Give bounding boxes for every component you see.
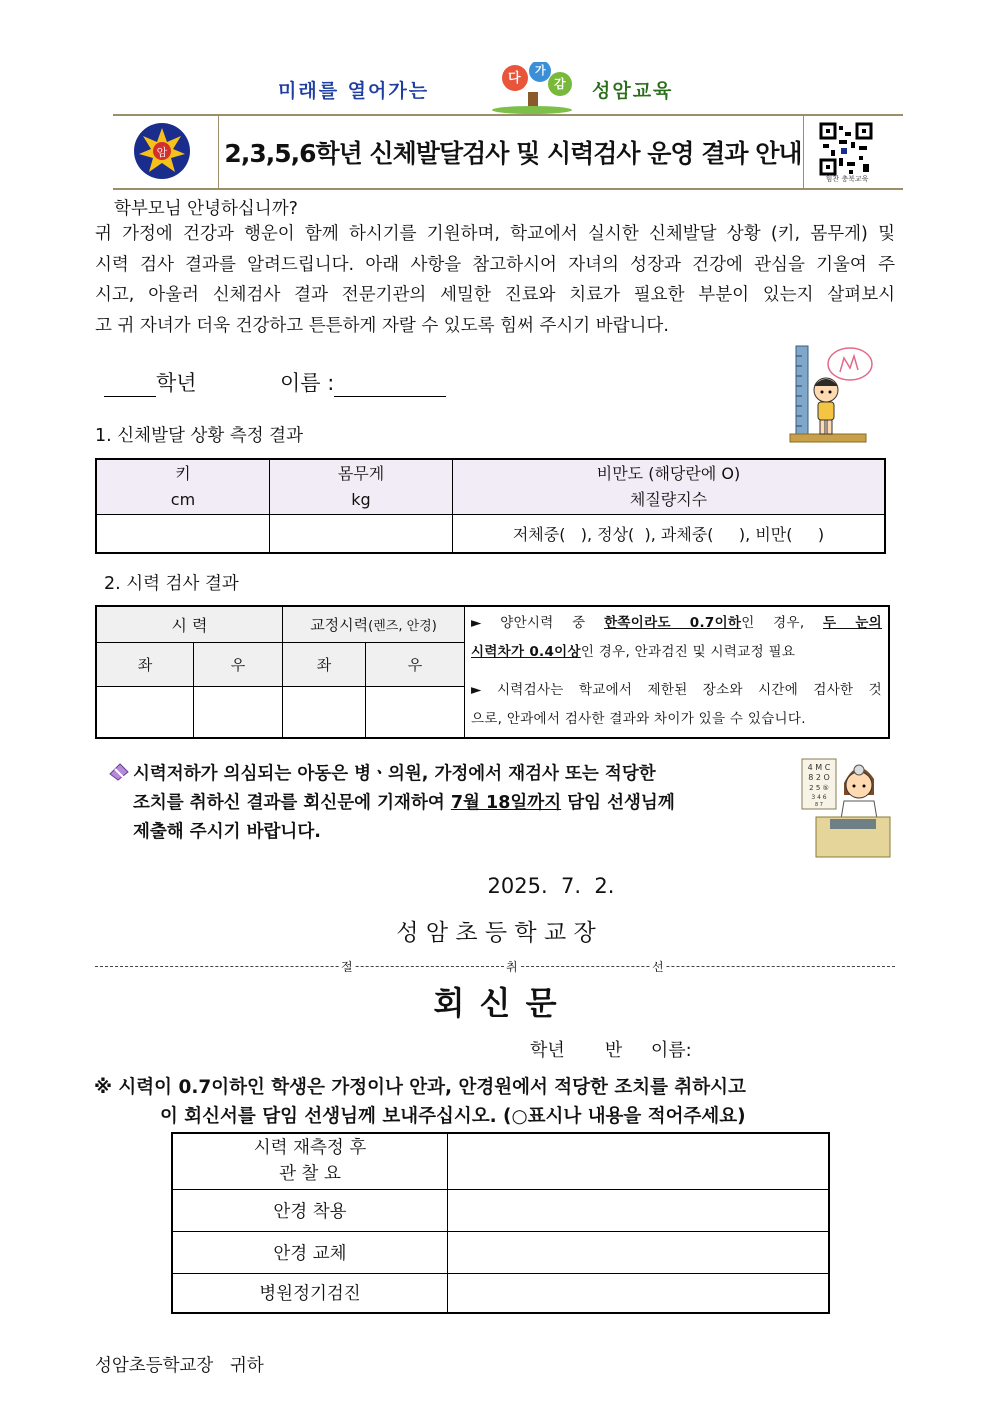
corrected-right-header: 우 <box>366 642 465 686</box>
reply-row-glasses-change-cell[interactable] <box>448 1231 830 1273</box>
cut-label-2: 취 <box>506 960 518 974</box>
eye-chart-row: 4 M C <box>807 763 831 772</box>
vision-note-line1: ► 양안시력 중 한쪽이라도 0.7이하인 경우, 두 눈의 <box>471 615 883 631</box>
school-banner <box>270 62 720 114</box>
reply-addressee: 성암초등학교장 귀하 <box>95 1356 264 1376</box>
reply-row-glasses-label: 안경 착용 <box>172 1189 448 1231</box>
notice-line2: 조치를 취하신 결과를 회신문에 기재하여 7월 18일까지 담임 선생님께 <box>133 793 675 813</box>
banner-tree-char-1: 다 <box>508 71 521 86</box>
title-box <box>113 114 903 190</box>
banner-school: 성암교육 <box>592 80 674 102</box>
vision-left-cell[interactable] <box>96 686 194 738</box>
intro-line: 시고, 아울러 신체검사 결과 전문기관의 세밀한 진료와 치료가 필요한 부분이 있는지 살펴보시 <box>95 285 895 305</box>
student-info <box>104 367 446 397</box>
corrected-left-cell[interactable] <box>283 686 366 738</box>
reply-instructions <box>94 1073 746 1131</box>
corrected-vision-header: 교정시력(렌즈, 안경) <box>283 606 465 642</box>
corrected-left-header: 좌 <box>283 642 366 686</box>
reply-title: 회 신 문 <box>433 984 559 1022</box>
reply-row-glasses-cell[interactable] <box>448 1189 830 1231</box>
section2-title: 2. 시력 검사 결과 <box>104 574 239 594</box>
qr-code-icon <box>819 122 873 176</box>
page-title: 2,3,5,6학년 신체발달검사 및 시력검사 운영 결과 안내 <box>224 139 802 168</box>
vision-note-line3: ► 시력검사는 학교에서 제한된 장소와 시간에 검사한 것 <box>471 682 882 698</box>
reply-instr-line2: 이 회신서를 담임 선생님께 보내주십시오. (○표시나 내용을 적어주세요) <box>160 1106 746 1127</box>
cut-label-3: 선 <box>652 960 664 974</box>
reply-row-remeasure-cell[interactable] <box>448 1133 830 1189</box>
vision-notes <box>465 606 890 738</box>
reply-row-remeasure-label: 시력 재측정 후 관 찰 요 <box>172 1133 448 1189</box>
section1-title: 1. 신체발달 상황 측정 결과 <box>95 426 303 446</box>
vision-note-line2: 시력차가 0.4이상인 경우, 안과검진 및 시력교정 필요 <box>471 644 796 660</box>
principal-signature: 성 암 초 등 학 교 장 <box>396 920 596 946</box>
banner-tree-char-3: 감 <box>554 77 566 91</box>
height-measure-illustration <box>788 342 878 446</box>
vision-right-header: 우 <box>194 642 283 686</box>
vision-table <box>95 605 890 739</box>
eraser-bullet-icon <box>108 762 130 782</box>
weight-header: 몸무게 kg <box>270 459 453 515</box>
intro-paragraph <box>95 219 895 341</box>
obesity-header: 비만도 (해당란에 O) 체질량지수 <box>453 459 886 515</box>
vision-header: 시 력 <box>96 606 283 642</box>
grade-label: 학년 <box>156 371 197 395</box>
eye-chart-row: 3 4 6 <box>811 794 827 801</box>
name-label: 이름 : <box>279 371 335 395</box>
reply-table <box>171 1132 830 1314</box>
vision-note-line4: 으로, 안과에서 검사한 결과와 차이가 있을 수 있습니다. <box>471 711 806 727</box>
eye-chart-row: 8 2 O <box>808 773 830 782</box>
emblem-text: 암 <box>156 146 168 159</box>
notice-line3: 제출해 주시기 바랍니다. <box>133 822 321 842</box>
weight-cell[interactable] <box>270 515 453 553</box>
cut-label-1: 절 <box>341 960 353 974</box>
eye-chart-row: 2 5 ⑤ <box>809 784 829 792</box>
notice-paragraph <box>133 760 675 847</box>
intro-line: 고 귀 자녀가 더욱 건강하고 튼튼하게 자랄 수 있도록 힘써 주시기 바랍니다. <box>95 315 669 336</box>
notice-line1: 시력저하가 의심되는 아동은 병ㆍ의원, 가정에서 재검사 또는 적당한 <box>133 764 656 784</box>
issue-date: 2025. 7. 2. <box>487 874 615 898</box>
deadline-date: 7월 18일까지 <box>450 793 562 813</box>
vision-right-cell[interactable] <box>194 686 283 738</box>
reply-row-hospital-cell[interactable] <box>448 1273 830 1313</box>
cut-line <box>95 966 895 967</box>
height-header: 키 cm <box>96 459 270 515</box>
eye-chart-row: 8 7 <box>815 802 823 808</box>
qr-caption: 힘찬 충북교육 <box>825 175 869 183</box>
corrected-right-cell[interactable] <box>366 686 465 738</box>
eye-doctor-illustration <box>800 755 892 861</box>
body-measure-table <box>95 458 886 554</box>
greeting: 학부모님 안녕하십니까? <box>114 199 298 219</box>
height-cell[interactable] <box>96 515 270 553</box>
name-blank[interactable] <box>334 370 446 397</box>
reply-row-hospital-label: 병원정기검진 <box>172 1273 448 1313</box>
banner-slogan: 미래를 열어가는 <box>278 80 430 102</box>
intro-line: 시력 검사 결과를 알려드립니다. 아래 사항을 참고하시어 자녀의 성장과 건강에 관심을 기울여 주 <box>95 254 895 275</box>
intro-line: 귀 가정에 건강과 행운이 함께 하시기를 기원하며, 학교에서 실시한 신체발달 상황 (키, 몸무게) 및 <box>95 224 895 244</box>
grade-blank[interactable] <box>104 370 156 397</box>
banner-tree-char-2: 가 <box>535 64 546 77</box>
school-emblem-icon <box>133 122 191 180</box>
reply-row-glasses-change-label: 안경 교체 <box>172 1231 448 1273</box>
reply-instr-line1: ※ 시력이 0.7이하인 학생은 가정이나 안과, 안경원에서 적당한 조치를 취하시고 <box>94 1077 746 1098</box>
obesity-options[interactable]: 저체중( ), 정상( ), 과체중( ), 비만( ) <box>453 515 886 553</box>
reply-student-info: 학년 반 이름: <box>530 1040 692 1061</box>
vision-left-header: 좌 <box>96 642 194 686</box>
